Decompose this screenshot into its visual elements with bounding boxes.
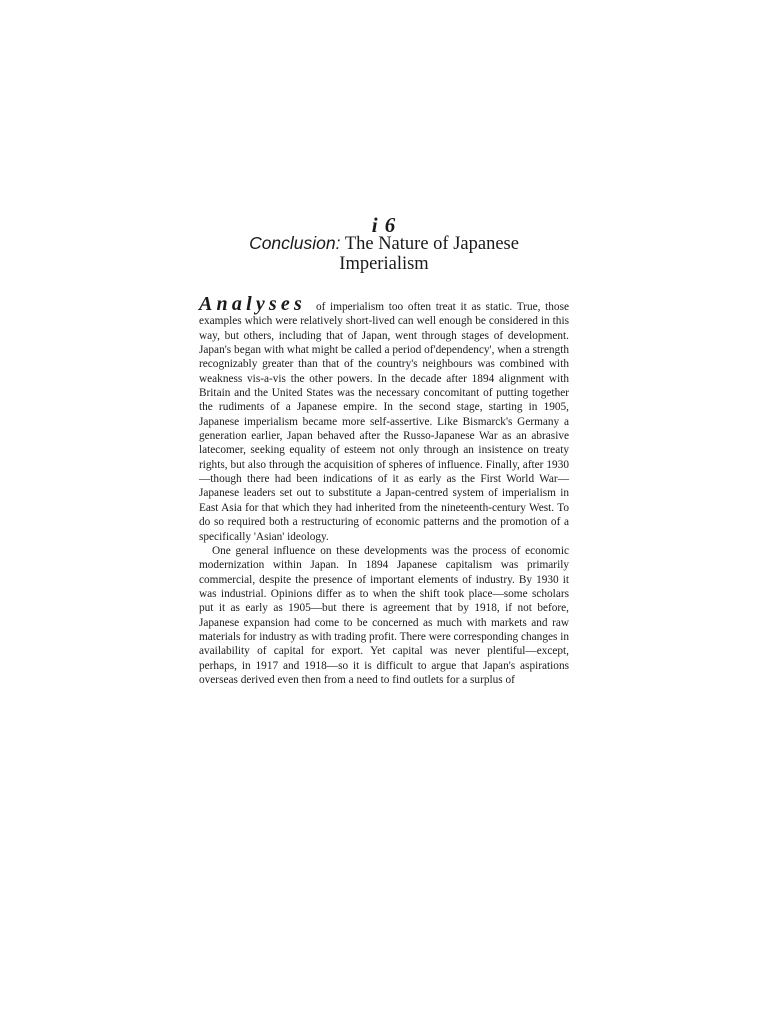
chapter-number: i 6: [371, 213, 397, 237]
chapter-title-line1: [0, 233, 768, 254]
paragraph-1: [199, 293, 569, 544]
chapter-title-line2: Imperialism: [339, 254, 429, 274]
chapter-title-rest: The Nature of Japanese: [344, 234, 519, 254]
opening-word: Analyses: [199, 293, 306, 315]
chapter-body: [199, 293, 569, 687]
chapter-title: [0, 233, 768, 274]
chapter-title-lead: Conclusion:: [249, 233, 341, 253]
paragraph-2: One general influence on these developments was the process of economic modernization within Japan. In 1894 Japanese capitalism was primarily commercial, despite the presence of important elements of industry. By 1930 it was industrial. Opinions differ as to when the shift took place—some scholars put it as early as 1905—but there is agreement that by 1918, if not before, Japanese expansion had come to be concerned as much with markets and raw materials for industry as with trading profit. There were corresponding changes in availability of capital for export. Yet capital was never plentiful—except, perhaps, in 1917 and 1918—so it is difficult to argue that Japan's aspirations overseas derived even then from a need to find outlets for a surplus of: [199, 544, 569, 686]
paragraph-1-text: of imperialism too often treat it as static. True, those examples which were relatively short-lived can well enough be considered in this way, but others, including that of Japan, went through stages of development. Japan's began with what might be called a period of'dependency', when a strength recognizably greater than that of the country's neighbours was combined with weakness vis-a-vis the other powers. In the decade after 1894 alignment with Britain and the United States was the necessary concomitant of putting together the rudiments of a Japanese empire. In the second stage, starting in 1905, Japanese imperialism became more self-assertive. Like Bismarck's Germany a generation earlier, Japan behaved after the Russo-Japanese War as an abrasive latecomer, seeking equality of esteem not only through an insistence on treaty rights, but also through the acquisition of spheres of influence. Finally, after 1930—though there had been indications of it as early as the First World War—Japanese leaders set out to substitute a Japan-centred system of imperialism in East Asia for that which they had inherited from the nineteenth-century West. To do so required both a restructuring of economic patterns and the promotion of a specifically 'Asian' ideology.: [199, 301, 569, 543]
